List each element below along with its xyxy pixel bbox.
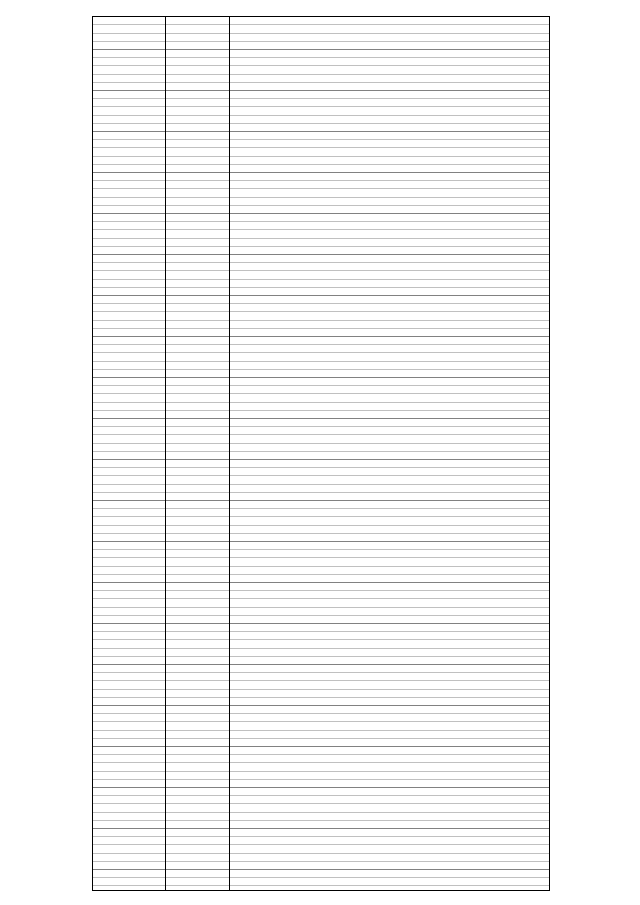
column-divider-2 xyxy=(229,17,230,890)
column-divider-1 xyxy=(165,17,166,890)
register-table-frame xyxy=(92,16,550,891)
row-rules xyxy=(93,17,549,890)
